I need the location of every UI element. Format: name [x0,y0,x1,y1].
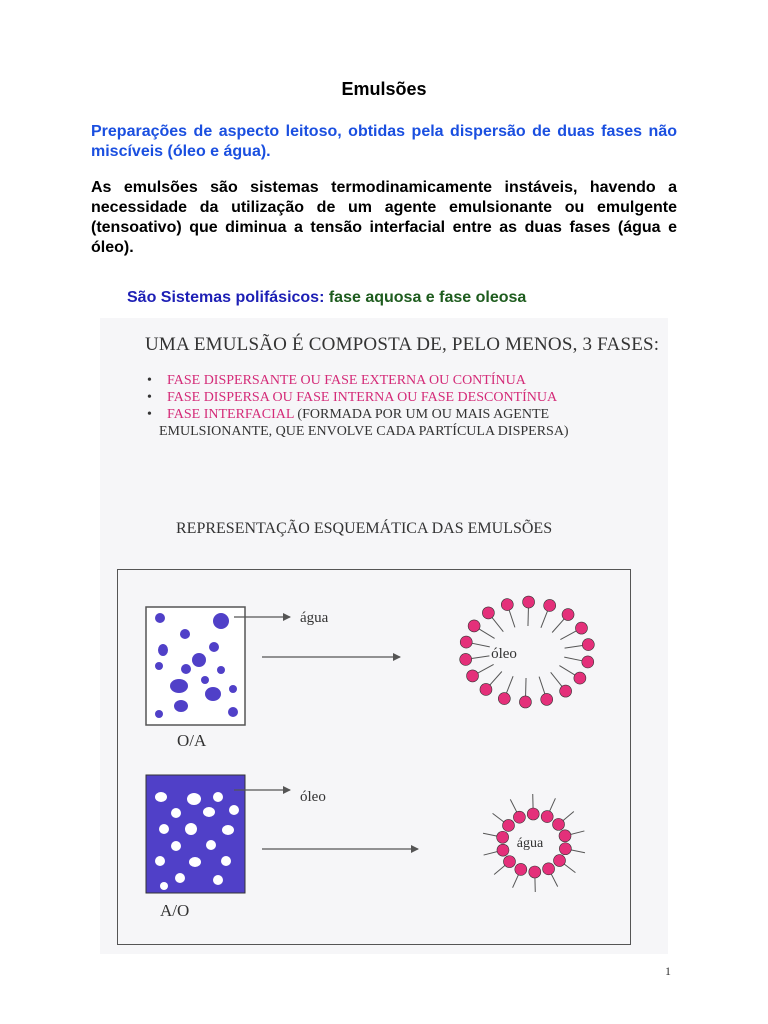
ao-caption: A/O [160,901,190,920]
phases-label: São Sistemas polifásicos: [127,289,325,306]
intro-stability: As emulsões são sistemas termodinamicamente instáveis, havendo a necessidade da utilização de um agente emulsionante ou emulgente (tensoativo) que diminua a tensão interfacial entre as duas fases (água e óleo). [91,179,677,256]
phase-item-note: (FORMADA POR UM OU MAIS AGENTE [293,407,550,422]
oa-arrow-label: água [300,610,329,626]
phases-subtitle [127,289,526,307]
phase-item-text: FASE DISPERSANTE OU FASE EXTERNA OU CONTÍNUA [167,373,526,388]
emulsion-diagram-frame [117,569,631,945]
ao-arrow-label: óleo [300,789,326,805]
scheme-heading: REPRESENTAÇÃO ESQUEMÁTICA DAS EMULSÕES [176,520,553,537]
phase-item-text: FASE INTERFACIAL [167,407,294,422]
phase-item [143,389,643,406]
ao-center-label: água [516,836,544,851]
phase-item-text: FASE DISPERSA OU FASE INTERNA OU FASE DESCONTÍNUA [167,390,558,405]
phases-value: fase aquosa e fase oleosa [324,289,527,306]
phase-item [143,406,643,423]
phase-item-continuation: EMULSIONANTE, QUE ENVOLVE CADA PARTÍCULA DISPERSA) [159,424,569,439]
page-number: 1 [665,964,671,978]
oa-caption: O/A [177,731,207,750]
scan-heading: UMA EMULSÃO É COMPOSTA DE, PELO MENOS, 3 FASES: [145,334,660,355]
intro-definition: Preparações de aspecto leitoso, obtidas pela dispersão de duas fases não miscíveis (óleo e água). [91,123,677,160]
oa-center-label: óleo [491,646,517,662]
document-title: Emulsões [341,79,427,99]
phase-list [143,372,643,440]
phase-item [143,372,643,389]
